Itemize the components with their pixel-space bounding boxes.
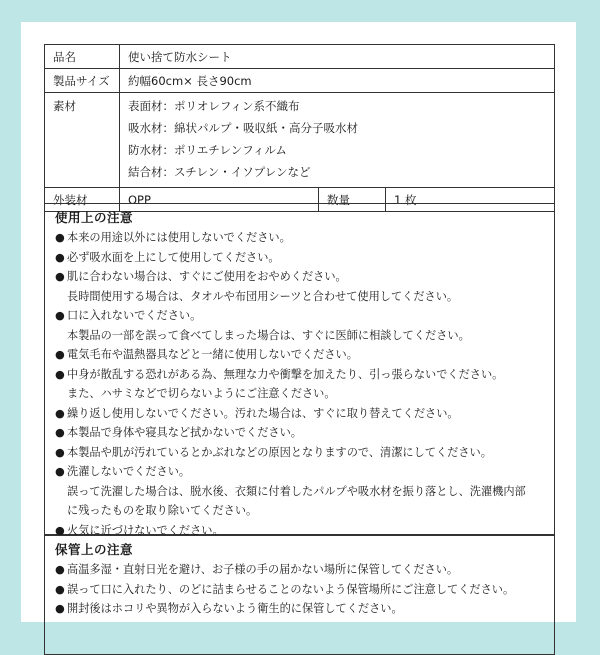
name-label: 品名: [45, 45, 120, 69]
bullet-icon: ●: [55, 406, 65, 420]
bullet-icon: ●: [55, 231, 65, 244]
bullet-icon: ●: [55, 270, 65, 283]
usage-line: [55, 365, 544, 385]
product-label-sheet: [21, 22, 576, 622]
usage-precautions-list: [55, 228, 544, 540]
bullet-icon: ●: [55, 348, 65, 361]
usage-line-text: に残ったものを取り除いてください。: [67, 504, 258, 517]
material-label: 素材: [45, 93, 120, 188]
usage-line-text: 長時間使用する場合は、タオルや布団用シーツと合わせて使用してください。: [67, 289, 459, 303]
usage-line-text: 火気に近づけないでください。: [67, 523, 224, 537]
usage-line: [55, 287, 544, 307]
usage-line-text: 洗濯しないでください。: [67, 465, 191, 478]
bullet-icon: ●: [55, 582, 65, 596]
storage-line: [55, 599, 544, 619]
bullet-icon: ●: [55, 465, 65, 478]
usage-line-text: 繰り返し使用しないでください。汚れた場合は、すぐに取り替えてください。: [67, 406, 459, 420]
usage-line: [55, 306, 544, 326]
usage-line: [55, 345, 544, 365]
usage-line-text: 口に入れないでください。: [67, 309, 202, 322]
bullet-icon: ●: [55, 426, 65, 439]
usage-line-text: 肌に合わない場合は、すぐにご使用をおやめください。: [67, 270, 347, 283]
usage-line: [55, 384, 544, 404]
usage-line-text: 誤って洗濯した場合は、脱水後、衣類に付着したパルプや吸水材を振り落とし、洗濯機内部: [67, 484, 526, 498]
usage-line: [55, 228, 544, 248]
bullet-icon: ●: [55, 602, 65, 615]
usage-line-text: 必ず吸水面を上にして使用してください。: [67, 250, 280, 264]
bullet-icon: ●: [55, 367, 65, 381]
storage-line-text: 誤って口に入れたり、のどに詰まらせることのないよう保管場所にご注意してください。: [67, 582, 515, 596]
usage-line-text: 本来の用途以外には使用しないでください。: [67, 231, 291, 244]
usage-precautions-box: [44, 203, 555, 535]
storage-line-text: 開封後はホコリや異物が入らないよう衛生的に保管してください。: [67, 602, 403, 615]
quantity-value: 1 枚: [386, 188, 555, 212]
bullet-icon: ●: [55, 250, 65, 264]
material-item: 表面材：ポリオレフィン系不織布: [128, 99, 300, 113]
name-value: 使い捨て防水シート: [120, 45, 555, 69]
spec-row-name: [45, 45, 555, 69]
usage-line: [55, 423, 544, 443]
spec-table: [44, 44, 555, 212]
usage-line-text: 本製品で身体や寝具など拭かないでください。: [67, 426, 302, 439]
usage-line: [55, 404, 544, 424]
storage-precautions-title: 保管上の注意: [55, 542, 134, 557]
storage-line: [55, 580, 544, 600]
usage-line: [55, 443, 544, 463]
size-value: 約幅60cm× 長さ90cm: [120, 69, 555, 93]
usage-line: [55, 267, 544, 287]
usage-line: [55, 462, 544, 482]
bullet-icon: ●: [55, 563, 65, 576]
packaging-value: OPP: [120, 188, 319, 212]
usage-precautions-title: 使用上の注意: [55, 210, 134, 225]
material-list: [120, 93, 555, 188]
storage-line: [55, 560, 544, 580]
usage-line: [55, 326, 544, 346]
quantity-label: 数量: [319, 188, 386, 212]
size-label: 製品サイズ: [45, 69, 120, 93]
usage-line: [55, 501, 544, 521]
usage-line-text: 本製品の一部を誤って食べてしまった場合は、すぐに医師に相談してください。: [67, 328, 470, 342]
bullet-icon: ●: [55, 445, 65, 459]
packaging-label: 外装材: [45, 188, 120, 212]
usage-line: [55, 482, 544, 502]
usage-line: [55, 248, 544, 268]
material-item: 結合材：スチレン・イソプレンなど: [128, 165, 311, 179]
storage-precautions-list: [55, 560, 544, 619]
spec-row-size: [45, 69, 555, 93]
usage-line-text: 電気毛布や温熱器具などと一緒に使用しないでください。: [67, 348, 358, 361]
usage-line-text: また、ハサミなどで切らないようにご注意ください。: [67, 387, 336, 400]
spec-row-material: [45, 93, 555, 188]
usage-line-text: 中身が散乱する恐れがある為、無理な力や衝撃を加えたり、引っ張らないでください。: [67, 367, 504, 381]
material-item: 吸水材：綿状パルプ・吸収紙・高分子吸水材: [128, 121, 358, 135]
material-item: 防水材：ポリエチレンフィルム: [128, 143, 287, 157]
storage-line-text: 高温多湿・直射日光を避け、お子様の手の届かない場所に保管してください。: [67, 563, 459, 576]
bullet-icon: ●: [55, 523, 65, 537]
bullet-icon: ●: [55, 309, 65, 322]
usage-line-text: 本製品や肌が汚れているとかぶれなどの原因となりますので、清潔にしてください。: [67, 445, 492, 459]
storage-precautions-box: [44, 535, 555, 655]
